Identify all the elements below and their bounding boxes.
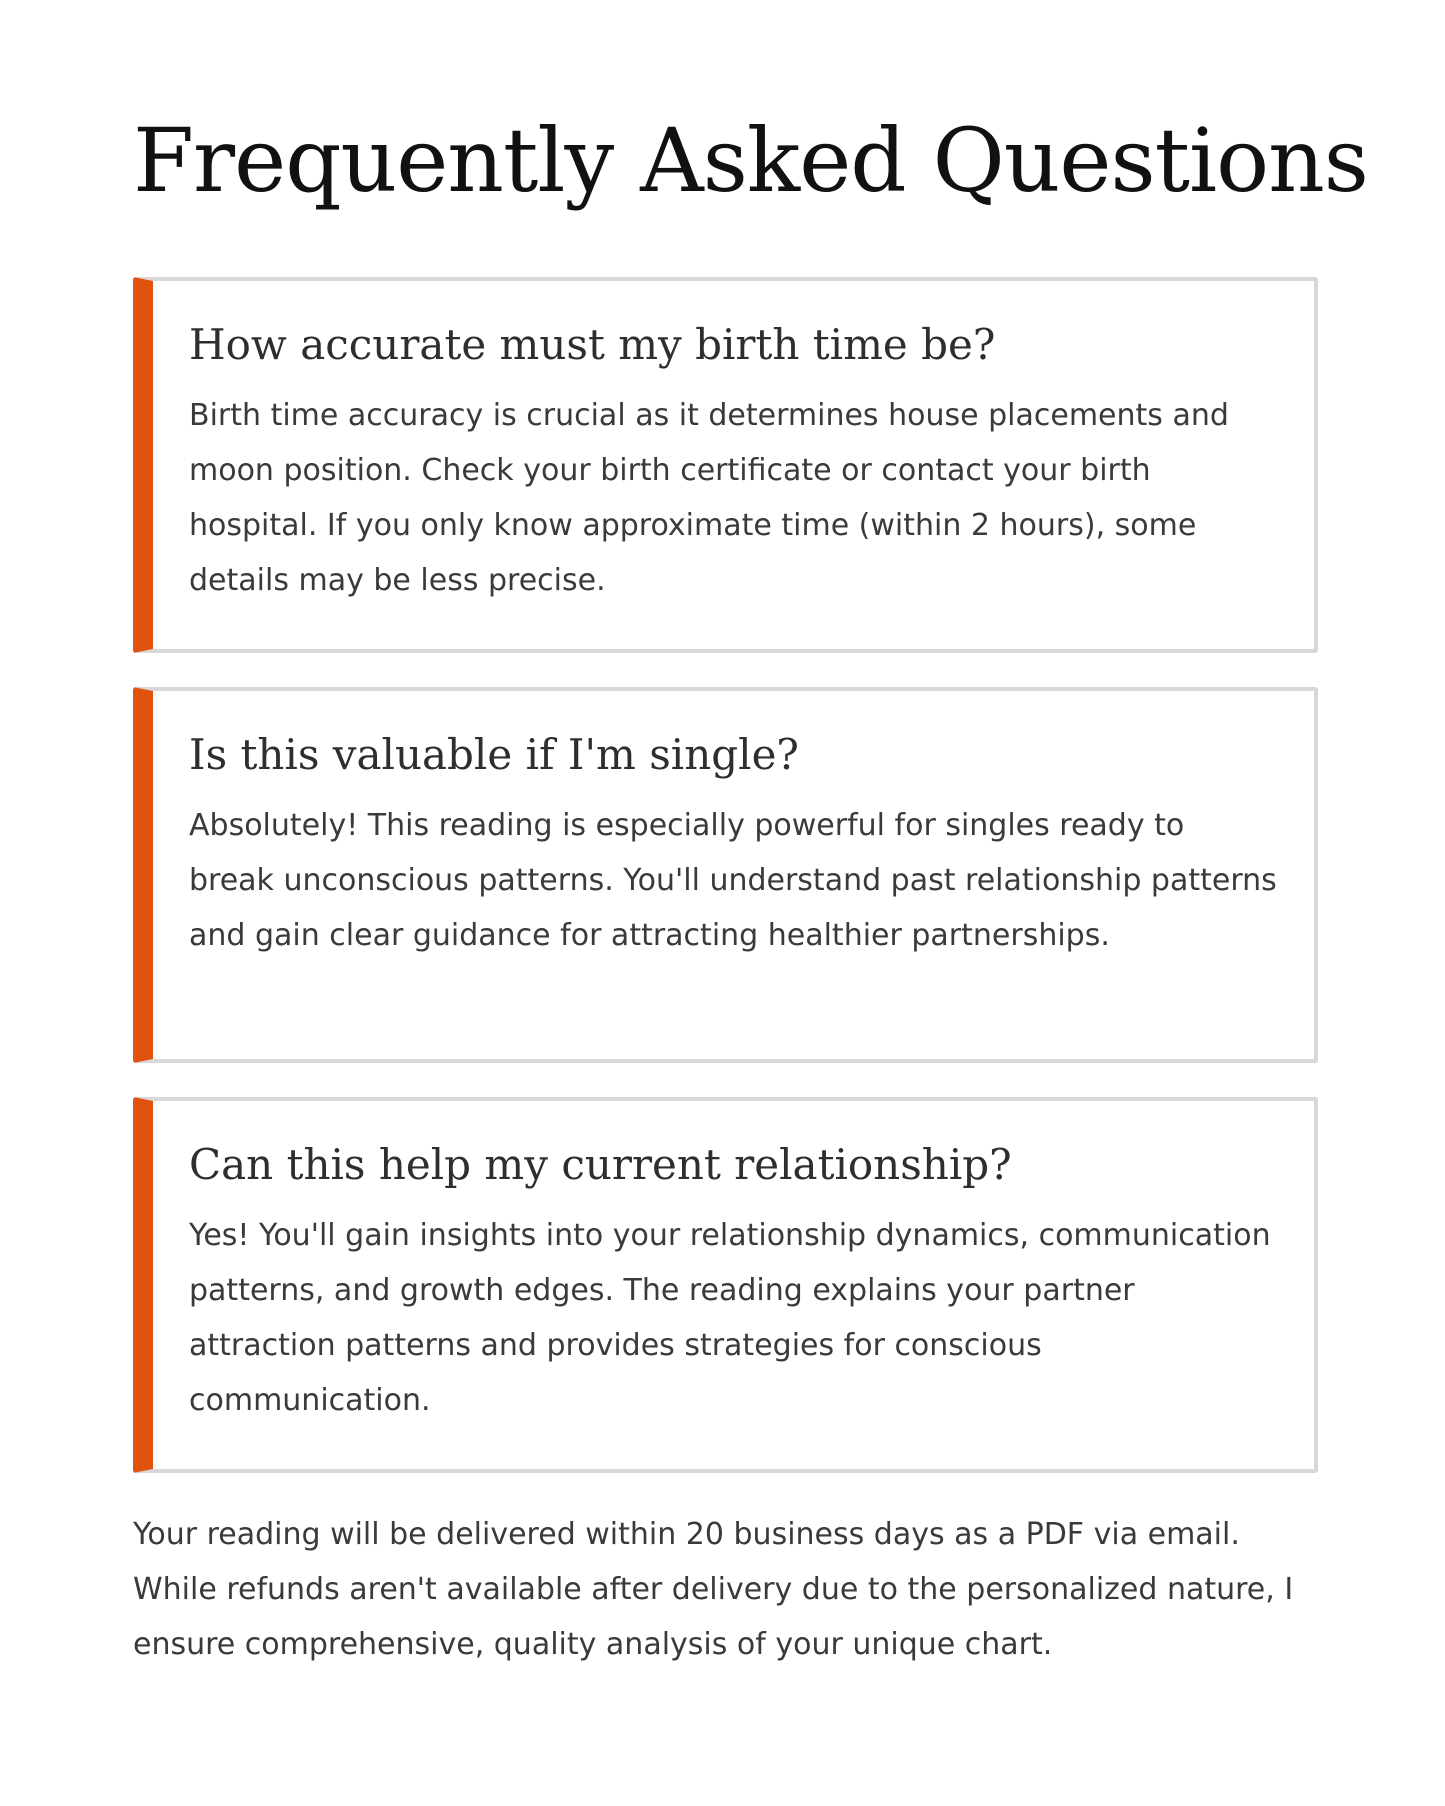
faq-question: Can this help my current relationship? bbox=[189, 1140, 1012, 1190]
faq-question: Is this valuable if I'm single? bbox=[189, 730, 799, 780]
delivery-refund-note: Your reading will be delivered within 20 business days as a PDF via email. While refunds aren't available after delivery due to the personalized nature, I ensure comprehensive, quality analysis of your unique chart. bbox=[133, 1517, 1294, 1663]
faq-answer: Birth time accuracy is crucial as it determines house placements and moon position. Check your birth certificate or contact your birth hospital. If you only know approximate time (within 2 hours), some details may be less precise. bbox=[189, 397, 1229, 598]
faq-item-single bbox=[133, 687, 1318, 1063]
faq-question: How accurate must my birth time be? bbox=[189, 320, 996, 370]
faq-answer: Absolutely! This reading is especially powerful for singles ready to break unconscious patterns. You'll understand past relationship patterns and gain clear guidance for attracting healthier partnerships. bbox=[189, 807, 1277, 953]
faq-list bbox=[133, 277, 1318, 1473]
faq-answer: Yes! You'll gain insights into your relationship dynamics, communication patterns, and growth edges. The reading explains your partner attraction patterns and provides strategies for conscious communication. bbox=[189, 1217, 1271, 1418]
faq-item-birth-time bbox=[133, 277, 1318, 653]
page-title: Frequently Asked Questions bbox=[133, 109, 1368, 212]
faq-page bbox=[133, 109, 1368, 1672]
faq-item-relationship bbox=[133, 1097, 1318, 1473]
